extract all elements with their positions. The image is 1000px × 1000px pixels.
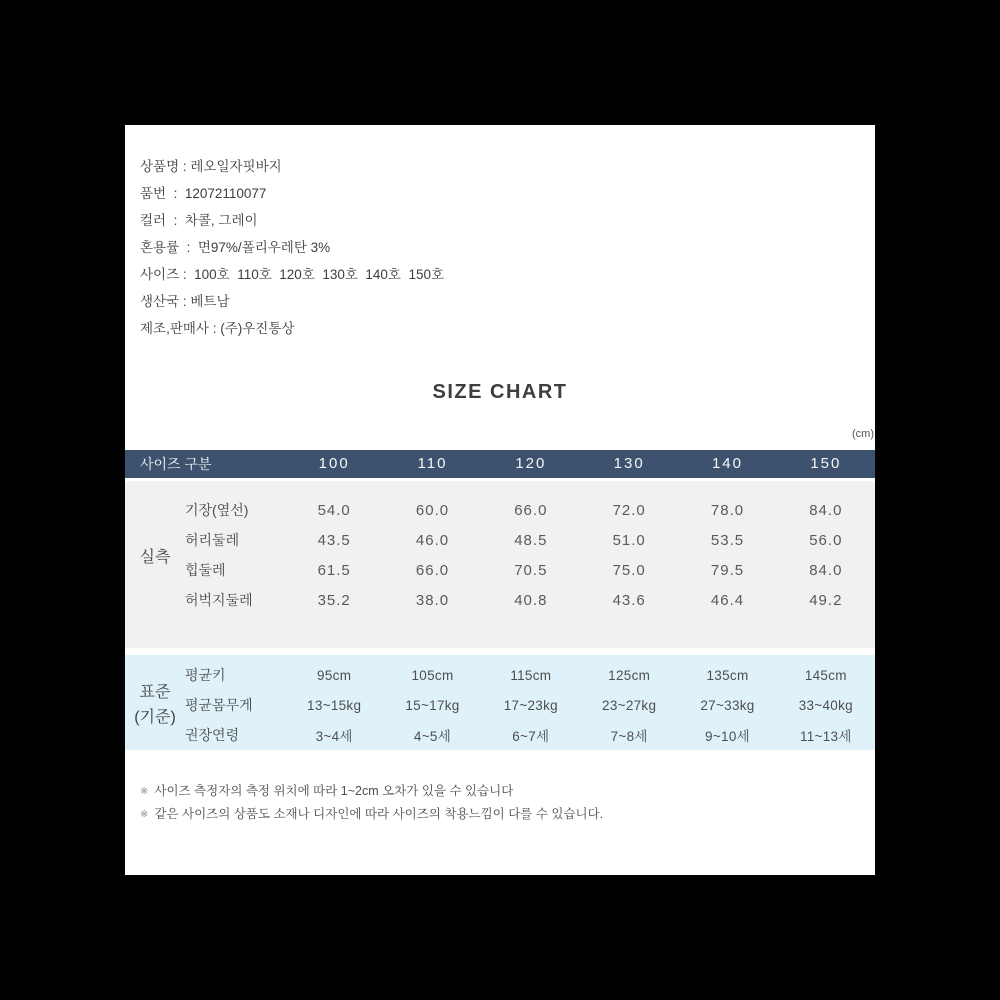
header-size-category: 사이즈 구분 [140,456,212,472]
cell-value: 105cm [411,667,454,683]
cell-value: 53.5 [710,531,745,549]
cell-value: 125cm [608,667,651,683]
row-label: 권장연령 [185,727,240,743]
cell-value: 145cm [804,667,847,683]
cell-value: 27~33kg [700,697,755,713]
cell-value: 72.0 [612,501,646,519]
cell-value: 135cm [706,667,749,683]
table-row-recommended-age [125,720,875,750]
cell-value: 43.5 [317,531,351,549]
color-line: 컬러 : 차콜, 그레이 [140,213,258,228]
size-chart-title: SIZE CHART [432,381,568,403]
cell-value: 40.8 [514,591,548,609]
footnote-fit-feel [140,803,860,826]
table-row-thigh [125,585,875,615]
cell-value: 46.4 [710,591,745,609]
cell-value: 15~17kg [405,697,460,713]
row-label: 평균키 [185,667,226,683]
measured-section [125,481,875,648]
table-row-waist [125,525,875,555]
cell-value: 60.0 [415,501,450,519]
row-label: 평균몸무게 [185,697,253,713]
cell-value: 78.0 [710,501,745,519]
cell-value: 17~23kg [503,697,558,713]
footnote-measurement-tolerance [140,780,860,803]
table-row-length [125,495,875,525]
cell-value: 70.5 [514,561,548,579]
cell-value: 46.0 [415,531,450,549]
header-size-140: 140 [711,455,743,472]
product-name-line: 상품명 : 레오일자핏바지 [140,159,282,174]
product-info [140,153,860,342]
cell-value: 35.2 [317,591,351,609]
standard-group-label-line2: (기준) [134,709,176,726]
cell-value: 84.0 [809,561,843,579]
cell-value: 54.0 [317,501,351,519]
cell-value: 7~8세 [610,729,648,744]
footnotes [140,780,860,826]
table-row-avg-weight [125,690,875,720]
header-size-120: 120 [515,455,547,472]
cell-value: 66.0 [415,561,450,579]
row-label: 허리둘레 [185,532,240,548]
cell-value: 115cm [510,667,552,683]
unit-note: (cm) [852,428,874,440]
cell-value: 84.0 [809,501,843,519]
content-card [125,125,875,875]
reference-mark-icon: ※ [140,809,149,820]
header-size-100: 100 [318,455,350,472]
cell-value: 4~5세 [413,729,452,744]
standard-group-label [125,660,185,750]
table-row-hip [125,555,875,585]
row-label: 기장(옆선) [185,502,249,518]
standard-group-label-line1: 표준 [139,684,171,701]
cell-value: 11~13세 [799,729,852,744]
country-line: 생산국 : 베트남 [140,294,230,309]
fabric-mix-line: 혼용률 : 면97%/폴리우레탄 3% [140,240,331,255]
cell-value: 48.5 [514,531,548,549]
cell-value: 61.5 [317,561,351,579]
manufacturer-line: 제조,판매사 : (주)우진통상 [140,321,295,336]
cell-value: 9~10세 [705,729,750,744]
sizes-line: 사이즈 : 100호 110호 120호 130호 140호 150호 [140,267,445,282]
size-table-header [125,450,875,478]
cell-value: 66.0 [514,501,548,519]
standard-section [125,655,875,750]
header-size-130: 130 [613,455,645,472]
cell-value: 56.0 [809,531,843,549]
measured-group-label: 실측 [139,548,171,566]
footnote-text: 같은 사이즈의 상품도 소재나 디자인에 따라 사이즈의 착용느낌이 다를 수 있습니다. [154,807,604,821]
cell-value: 23~27kg [602,697,657,713]
cell-value: 13~15kg [307,697,362,713]
row-label: 힙둘레 [185,562,226,578]
table-row-avg-height [125,660,875,690]
cell-value: 3~4세 [315,729,353,744]
header-size-150: 150 [810,455,842,472]
product-number-line: 품번 : 12072110077 [140,186,267,201]
footnote-text: 사이즈 측정자의 측정 위치에 따라 1~2cm 오차가 있을 수 있습니다 [154,784,514,798]
cell-value: 43.6 [612,591,646,609]
cell-value: 51.0 [612,531,646,549]
cell-value: 6~7세 [512,729,550,744]
cell-value: 33~40kg [798,697,853,713]
header-size-110: 110 [417,455,448,472]
cell-value: 75.0 [612,561,646,579]
reference-mark-icon: ※ [140,786,149,797]
cell-value: 38.0 [415,591,450,609]
cell-value: 79.5 [710,561,745,579]
cell-value: 49.2 [809,591,843,609]
row-label: 허벅지둘레 [185,592,253,608]
cell-value: 95cm [317,667,352,683]
